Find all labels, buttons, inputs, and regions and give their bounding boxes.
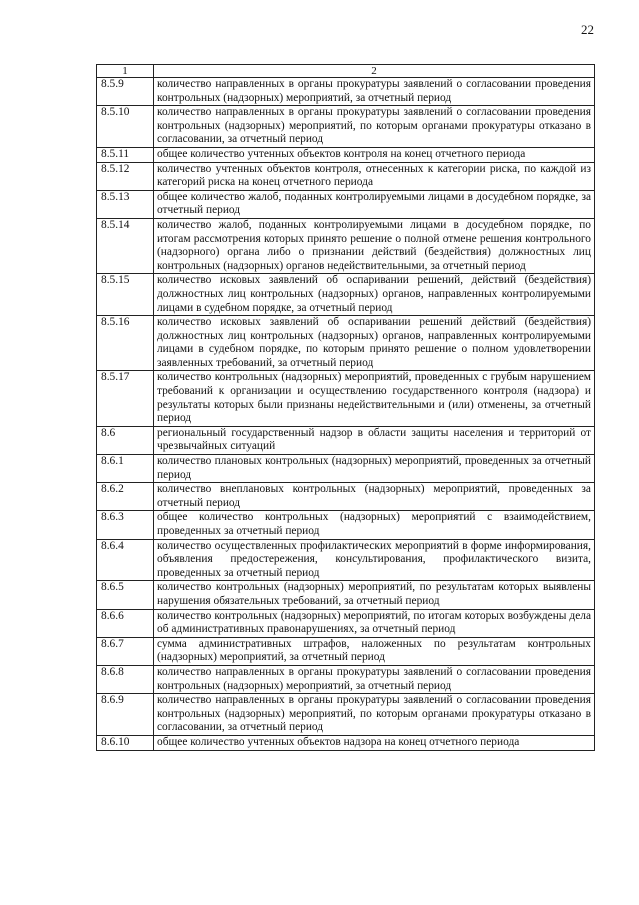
- row-number: 8.6.1: [97, 455, 154, 483]
- row-description: количество направленных в органы прокуратуры заявлений о согласовании проведения контрольных (надзорных) мероприятий, по которым органами прокуратуры отказано в согласовании, за отчетный период: [154, 106, 595, 148]
- row-number: 8.6.7: [97, 637, 154, 665]
- table-row: [97, 511, 595, 539]
- row-description: количество контрольных (надзорных) мероприятий, проведенных с грубым нарушением требований к организации и осуществлению государственного контроля (надзора) и результаты которых были признаны недействительными и (или) отменены, за отчетный период: [154, 371, 595, 426]
- table-row: [97, 147, 595, 162]
- row-description: общее количество учтенных объектов контроля на конец отчетного периода: [154, 147, 595, 162]
- table-row: [97, 371, 595, 426]
- table-row: [97, 637, 595, 665]
- table-row: [97, 539, 595, 581]
- row-description: общее количество учтенных объектов надзора на конец отчетного периода: [154, 735, 595, 750]
- table-row: [97, 694, 595, 736]
- table-row: [97, 316, 595, 371]
- row-description: количество учтенных объектов контроля, отнесенных к категории риска, по каждой из категорий риска на конец отчетного периода: [154, 162, 595, 190]
- row-description: общее количество контрольных (надзорных) мероприятий с взаимодействием, проведенных за отчетный период: [154, 511, 595, 539]
- table-row: [97, 78, 595, 106]
- table-row: [97, 609, 595, 637]
- table-row: [97, 190, 595, 218]
- row-number: 8.5.9: [97, 78, 154, 106]
- row-description: количество плановых контрольных (надзорных) мероприятий, проведенных за отчетный период: [154, 455, 595, 483]
- table-row: [97, 665, 595, 693]
- row-description: количество осуществленных профилактических мероприятий в форме информирования, объявления предостережения, консультирования, профилактического визита, проведенных за отчетный период: [154, 539, 595, 581]
- table-row: [97, 106, 595, 148]
- row-number: 8.5.14: [97, 218, 154, 273]
- column-header-number: 1: [97, 65, 154, 78]
- row-number: 8.6.2: [97, 483, 154, 511]
- column-header-description: 2: [154, 65, 595, 78]
- table-row: [97, 455, 595, 483]
- page-number: 22: [581, 22, 594, 37]
- row-number: 8.5.11: [97, 147, 154, 162]
- table-row: [97, 735, 595, 750]
- row-description: общее количество жалоб, поданных контролируемыми лицами в досудебном порядке, за отчетный период: [154, 190, 595, 218]
- row-description: сумма административных штрафов, наложенных по результатам контрольных (надзорных) мероприятий, за отчетный период: [154, 637, 595, 665]
- row-number: 8.6.8: [97, 665, 154, 693]
- row-number: 8.6.3: [97, 511, 154, 539]
- table-row: [97, 483, 595, 511]
- row-number: 8.5.13: [97, 190, 154, 218]
- table-row: [97, 426, 595, 454]
- row-number: 8.6.6: [97, 609, 154, 637]
- indicators-table: [96, 64, 595, 751]
- row-number: 8.5.17: [97, 371, 154, 426]
- row-number: 8.5.15: [97, 274, 154, 316]
- row-description: количество контрольных (надзорных) мероприятий, по итогам которых возбуждены дела об административных правонарушениях, за отчетный период: [154, 609, 595, 637]
- row-description: количество направленных в органы прокуратуры заявлений о согласовании проведения контрольных (надзорных) мероприятий, за отчетный период: [154, 78, 595, 106]
- row-number: 8.5.12: [97, 162, 154, 190]
- row-description: количество контрольных (надзорных) мероприятий, по результатам которых выявлены нарушения обязательных требований, за отчетный период: [154, 581, 595, 609]
- row-number: 8.6.10: [97, 735, 154, 750]
- row-number: 8.6.9: [97, 694, 154, 736]
- row-description: региональный государственный надзор в области защиты населения и территорий от чрезвычайных ситуаций: [154, 426, 595, 454]
- table-row: [97, 162, 595, 190]
- row-number: 8.5.16: [97, 316, 154, 371]
- row-description: количество направленных в органы прокуратуры заявлений о согласовании проведения контрольных (надзорных) мероприятий, по которым органами прокуратуры отказано в согласовании, за отчетный период: [154, 694, 595, 736]
- row-number: 8.5.10: [97, 106, 154, 148]
- row-description: количество внеплановых контрольных (надзорных) мероприятий, проведенных за отчетный период: [154, 483, 595, 511]
- table-header-row: [97, 65, 595, 78]
- row-description: количество жалоб, поданных контролируемыми лицами в досудебном порядке, по итогам рассмотрения которых принято решение о полной отмене решения контрольного (надзорного) органа либо о признании действий (бездействия) должностных лиц контрольных (надзорных) органов недействительными, за отчетный период: [154, 218, 595, 273]
- table-row: [97, 581, 595, 609]
- row-description: количество исковых заявлений об оспаривании решений действий (бездействия) должностных лиц контрольных (надзорных) органов, направленных контролируемыми лицами в судебном порядке, по которым принято решение о полном удовлетворении заявленных требований, за отчетный период: [154, 316, 595, 371]
- row-description: количество исковых заявлений об оспаривании решений, действий (бездействия) должностных лиц контрольных (надзорных) органов, направленных контролируемыми лицами в судебном порядке, за отчетный период: [154, 274, 595, 316]
- table-row: [97, 274, 595, 316]
- table-row: [97, 218, 595, 273]
- row-number: 8.6: [97, 426, 154, 454]
- row-number: 8.6.4: [97, 539, 154, 581]
- row-number: 8.6.5: [97, 581, 154, 609]
- row-description: количество направленных в органы прокуратуры заявлений о согласовании проведения контрольных (надзорных) мероприятий, за отчетный период: [154, 665, 595, 693]
